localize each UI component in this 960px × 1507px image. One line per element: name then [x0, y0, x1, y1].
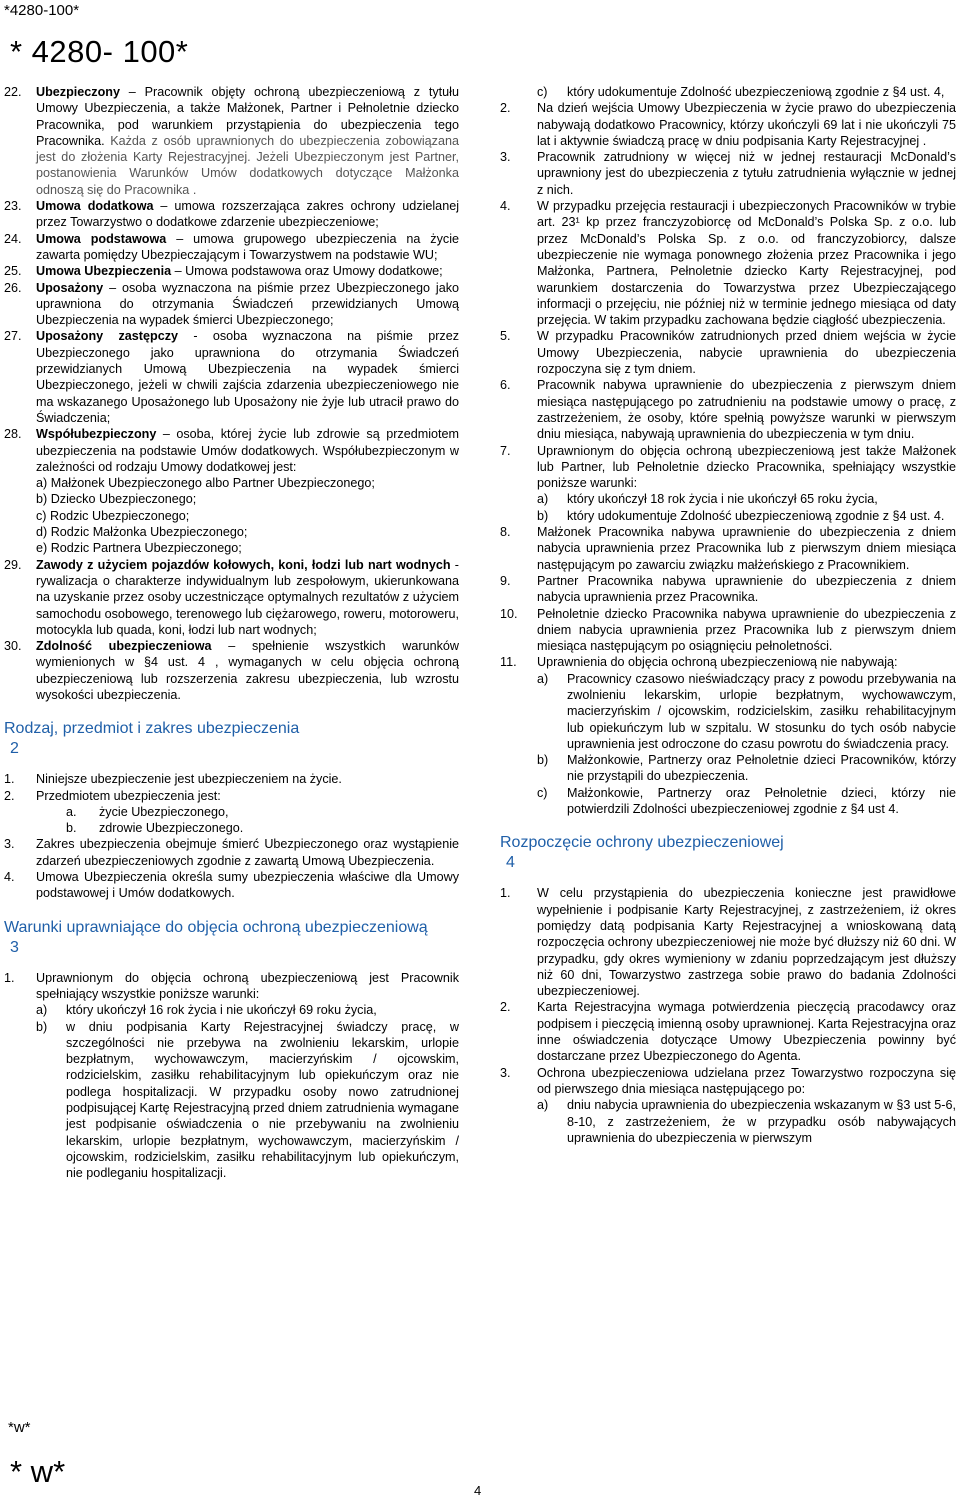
- term: Zdolność ubezpieczeniowa: [36, 639, 212, 654]
- co-insured-list-item: e) Rodzic Partnera Ubezpieczonego;: [36, 541, 242, 556]
- definition-29: [4, 557, 459, 638]
- point-text: Ochrona ubezpieczeniowa udzielana przez Towarzystwo rozpoczyna się od pierwszego dnia miesiąca następującego po:: [537, 1065, 956, 1096]
- header-code-small: *4280-100*: [4, 2, 80, 19]
- point-text: Uprawnionym do objęcia ochroną ubezpieczeniową jest Pracownik spełniający wszystkie poniższe warunki:: [36, 970, 459, 1001]
- sub-point: [537, 508, 956, 524]
- sub-text: który udokumentuje Zdolność ubezpieczeniową zgodnie z §4 ust. 4,: [567, 85, 945, 99]
- point-number: 1.: [4, 970, 15, 985]
- point-number: 4.: [500, 199, 511, 214]
- point-text: W przypadku Pracowników zatrudnionych przed dniem wejścia w życie Umowy Ubezpieczenia, nabycie uprawnienia do ubezpieczenia rozpoczyna się z tym dniem.: [537, 329, 956, 377]
- point-text: Pracownik nabywa uprawnienie do ubezpieczenia z pierwszym dniem miesiąca następującego po zatrudnieniu na podstawie umowy o pracę, z zastrzeżeniem, że osoby, które spełnią powyższe warunki w pierwszym dniu miesiąca, nabywają uprawnienia do ubezpieczenia w tym dniu.: [537, 378, 956, 442]
- term: Uposażony: [36, 280, 104, 295]
- sub-point: [537, 785, 956, 818]
- sub-text: życie Ubezpieczonego,: [99, 804, 229, 819]
- point-number: 3.: [500, 1065, 511, 1080]
- section3-point-11: [500, 654, 956, 817]
- sub-point: [537, 1097, 956, 1146]
- item-number: 23.: [4, 199, 22, 214]
- item-number: 30.: [4, 639, 22, 654]
- definition-text: – osoba, której życie lub zdrowie są przedmiotem ubezpieczenia na podstawie Umów dodatkowych. Współubezpieczonym w zależności od rodzaju Umowy dodatkowej jest:: [36, 427, 459, 474]
- definition-23: [4, 198, 459, 231]
- sub-letter: a): [537, 1098, 549, 1113]
- term: Umowa dodatkowa: [36, 199, 154, 214]
- point-number: 2.: [4, 788, 15, 803]
- point-number: 3.: [4, 837, 15, 852]
- definition-text: - osoba wyznaczona na piśmie przez Ubezpieczonego jako uprawniona do otrzymania Świadczeń przewidzianych Umową Ubezpieczenia na wypadek śmierci Ubezpieczonego, jeżeli w chwili zajścia zdarzenia ubezpieczeniowego nie ma wskazanego Uposażonego lub Uposażony nie żyje lub utracił prawo do Świadczenia;: [36, 329, 459, 425]
- sub-letter: b): [537, 753, 549, 768]
- point-text: Przedmiotem ubezpieczenia jest:: [36, 788, 221, 803]
- section3-point-1: [4, 970, 459, 1182]
- point-number: 8.: [500, 525, 511, 540]
- term: Zawody z użyciem pojazdów kołowych, koni, łodzi lub nart wodnych: [36, 557, 451, 572]
- co-insured-list-item: b) Dziecko Ubezpieczonego;: [36, 492, 197, 507]
- definition-text: – Pracownik objęty ochroną ubezpieczeniową z tytułu Umowy Ubezpieczenia, a także Małżonek, Partner i Pełnoletnie dziecko Pracownika, pod warunkiem przystąpienia do ubezpieczenia tego Pracownika.: [36, 85, 459, 148]
- co-insured-list-item: a) Małżonek Ubezpieczonego albo Partner Ubezpieczonego;: [36, 476, 375, 491]
- sub-point: [66, 804, 459, 820]
- definition-text: – umowa grupowego ubezpieczenia na życie zawarta pomiędzy Ubezpieczającym i Towarzystwem na podstawie WU;: [36, 231, 460, 262]
- left-column: [4, 84, 459, 1182]
- point-number: 10.: [500, 606, 518, 621]
- section3-point-10: [500, 606, 956, 655]
- co-insured-list-item: c) Rodzic Ubezpieczonego;: [36, 508, 190, 523]
- item-number: 24.: [4, 231, 22, 246]
- point-number: 11.: [500, 655, 517, 670]
- section2-point-2: [4, 788, 459, 837]
- section3-point-3: [500, 149, 956, 198]
- point-text: W celu przystąpienia do ubezpieczenia konieczne jest prawidłowe wypełnienie i podpisanie Karty Rejestracyjnej, z zastrzeżeniem, iż okres pomiędzy datą podpisania Karty Rejestracyjnej a wnioskowaną datą rozpoczęcia ochrony ubezpieczeniowej nie może być dłuższy niż 60 dni. W przypadku, gdy okres wymieniony w zdaniu poprzedzającym jest dłuższy niż 60 dni, Towarzystwo zastrzega sobie prawo do badania Zdolności ubezpieczeniowej.: [537, 886, 956, 999]
- sub-text: Małżonkowie, Partnerzy oraz Pełnoletnie dzieci, którzy nie potwierdzili Zdolności ubezpieczeniowej zgodnie z §4 ust 4.: [567, 785, 956, 817]
- point-number: 4.: [4, 870, 15, 885]
- definition-note: Każda z osób uprawnionych do ubezpieczenia zobowiązana jest do złożenia Karty Rejestracyjnej. Jeżeli Ubezpieczonym jest Partner, postanowienia Warunków Umów dodatkowych dotyczące Małżonka odnoszą się do Pracownika .: [36, 133, 459, 197]
- point-text: Umowa Ubezpieczenia określa sumy ubezpieczenia właściwe dla Umowy podstawowej i Umów dodatkowych.: [36, 870, 459, 901]
- footer-code-small: *w*: [8, 1419, 31, 1436]
- term: Umowa podstawowa: [36, 231, 167, 246]
- point-text: Pracownik zatrudniony w więcej niż w jednej restauracji McDonald’s uprawniony jest do ubezpieczenia z tytułu zatrudnienia wyłącznie w jednej z nich.: [537, 150, 956, 197]
- page-number: 4: [474, 1483, 482, 1498]
- sub-point: [36, 1019, 459, 1182]
- section-heading: Rozpoczęcie ochrony ubezpieczeniowej: [500, 834, 784, 852]
- sub-text: zdrowie Ubezpieczonego.: [99, 821, 244, 836]
- point-number: 1.: [500, 886, 511, 901]
- section-paragraph-number: 4: [506, 854, 515, 872]
- sub-letter: c): [537, 85, 548, 99]
- term: Umowa Ubezpieczenia: [36, 264, 172, 279]
- point-number: 2.: [500, 1000, 511, 1015]
- item-number: 29.: [4, 557, 22, 572]
- point-number: 5.: [500, 329, 511, 344]
- item-number: 25.: [4, 264, 22, 279]
- sub-text: który ukończył 18 rok życia i nie ukończył 65 roku życia,: [567, 492, 878, 507]
- sub-text: dniu nabycia uprawnienia do ubezpieczenia wskazanym w §3 ust 5-6, 8-10, z zastrzeżeniem, że w przypadku osób nabywających uprawnienia do ubezpieczenia w pierwszym: [567, 1098, 956, 1145]
- sub-text: który udokumentuje Zdolność ubezpieczeniową zgodnie z §4 ust. 4.: [567, 508, 945, 523]
- definition-26: [4, 280, 459, 329]
- item-number: 22.: [4, 85, 22, 99]
- header-code-large: * 4280- 100*: [10, 34, 189, 69]
- point-text: Uprawnionym do objęcia ochroną ubezpieczeniową jest także Małżonek lub Partner, lub Pełnoletnie dziecko Pracownika, spełniający wszystkie poniższe warunki:: [537, 443, 956, 491]
- section3-point-8: [500, 524, 956, 573]
- point-text: Zakres ubezpieczenia obejmuje śmierć Ubezpieczonego oraz wystąpienie zdarzeń ubezpieczeniowych zgodnie z zawartą Umową Ubezpieczenia.: [36, 837, 459, 868]
- sub-letter: a): [36, 1003, 48, 1018]
- point-number: 3.: [500, 150, 511, 165]
- sub-letter: a): [537, 492, 549, 507]
- point-number: 9.: [500, 573, 511, 588]
- section2-point-3: [4, 836, 459, 869]
- item-number: 28.: [4, 427, 22, 442]
- sub-point: [36, 1002, 459, 1018]
- right-column: [500, 84, 956, 1146]
- sub-text: w dniu podpisania Karty Rejestracyjnej świadczy pracę, w szczególności nie przebywa na zwolnieniu lekarskim, urlopie bezpłatnym, wychowawczym, macierzyńskim / ojcowskim, rodzicielskim, zasiłku rehabilitacyjnym lub opiekuńczym oraz nie podlega hospitalizacji. W przypadku osoby nowo zatrudnionej podpisującej Kartę Rejestracyjną przed dniem zatrudnienia wymagane jest podpisanie oświadczenia o nie przebywaniu na zwolnieniu lekarskim, urlopie bezpłatnym, wychowawczym, macierzyńskim / ojcowskim, rodzicielskim, zasiłku rehabilitacyjnym lub opiekuńczym, nie podleganiu hospitalizacji.: [66, 1019, 459, 1181]
- term: Uposażony zastępczy: [36, 329, 179, 344]
- definition-30: [4, 638, 459, 703]
- point-text: Małżonek Pracownika nabywa uprawnienie do ubezpieczenia z dniem nabycia uprawnienia przez Pracownika lub z pierwszym dniem miesiąca następującym po zawarciu związku małżeńskiego z Pracownikiem.: [537, 525, 956, 572]
- section3-point-9: [500, 573, 956, 606]
- section4-point-2: [500, 999, 956, 1064]
- point-number: 2.: [500, 101, 511, 116]
- definition-text: - rywalizacja o charakterze indywidualnym lub zespołowym, ukierunkowana na uzyskanie przez osoby uczestniczące optymalnych rezultatów z użyciem samochodu osobowego, terenowego lub ciężarowego, roweru, motoroweru, motocykla lub quada, koni, łodzi lub nart wodnych;: [36, 557, 459, 637]
- point-text: W przypadku przejęcia restauracji i ubezpieczonych Pracowników w trybie art. 23¹ kp przez franczyzobiorcę od McDonald’s Polska Sp. z o.o. lub przez McDonald’s Polska Sp. z o.o. od franczyzobiorcy, dalsze ubezpieczenie nie wymaga ponownego złożenia przez Pracownika i jego Małżonka, Partnera, Pełnoletnie dziecko Karty Rejestracyjnej, pod warunkiem dostarczenia do Towarzystwa przez Ubezpieczającego informacji o przejęciu, nie później niż w terminie jednego miesiąca od daty przejęcia. W takim przypadku zachowana będzie ciągłość ubezpieczenia.: [537, 199, 956, 328]
- definition-22: [4, 84, 459, 198]
- sub-point: [537, 752, 956, 785]
- section3-point-7: [500, 443, 956, 524]
- sub-letter: b.: [66, 821, 77, 836]
- definition-text: – umowa rozszerzająca zakres ochrony udzielanej przez Towarzystwo o dodatkowe zdarzenie ubezpieczeniowe;: [36, 199, 459, 230]
- point-text: Na dzień wejścia Umowy Ubezpieczenia w życie prawo do ubezpieczenia nabywają dodatkowo Pracownicy, którzy ukończyli 69 lat i nie ukończyli 75 lat i aktywnie świadczą pracę w dniu podpisania Karty Rejestracyjnej .: [537, 101, 956, 148]
- sub-text: który ukończył 16 rok życia i nie ukończył 69 roku życia,: [66, 1003, 377, 1018]
- sub-letter: a.: [66, 804, 77, 819]
- sub-point: [537, 671, 956, 752]
- section2-point-1: [4, 771, 459, 787]
- point-text: Karta Rejestracyjna wymaga potwierdzenia pieczęcią pracodawcy oraz podpisem i pieczęcią imienną osoby uprawnionej. Karta Rejestracyjna oraz inne oświadczenia dotyczące Umowy Ubezpieczenia powinny być dostarczane przez Ubezpieczonego do Agenta.: [537, 1000, 956, 1064]
- section3-point-4: [500, 198, 956, 328]
- point-number: 6.: [500, 378, 511, 393]
- co-insured-list-item: d) Rodzic Małżonka Ubezpieczonego;: [36, 525, 248, 540]
- term: Ubezpieczony: [36, 85, 120, 99]
- section-paragraph-number: 2: [10, 740, 19, 758]
- item-number: 26.: [4, 280, 22, 295]
- definition-27: [4, 328, 459, 426]
- point-text: Niniejsze ubezpieczenie jest ubezpieczeniem na życie.: [36, 772, 342, 787]
- term: Współubezpieczony: [36, 427, 157, 442]
- point-text: Uprawnienia do objęcia ochroną ubezpieczeniową nie nabywają:: [537, 655, 898, 670]
- section3-point-5: [500, 328, 956, 377]
- section-paragraph-number: 3: [10, 938, 19, 956]
- point-text: Pełnoletnie dziecko Pracownika nabywa uprawnienie do ubezpieczenia z dniem nabycia uprawnienia przez Pracownika lub z pierwszym dniem miesiąca następującym po osiągnięciu pełnoletności.: [537, 606, 956, 654]
- section3-point-2: [500, 100, 956, 149]
- definition-text: – osoba wyznaczona na piśmie przez Ubezpieczonego jako uprawniona do otrzymania Świadczeń przewidzianych Umową Ubezpieczenia na wypadek śmierci Ubezpieczonego;: [36, 280, 459, 328]
- sub-text: Pracownicy czasowo nieświadczący pracy z powodu przebywania na zwolnieniu lekarskim, urlopie bezpłatnym, wychowawczym, macierzyńskim / ojcowskim, rodzicielskim, zasiłku rehabilitacyjnym lub opiekuńczym lub w szpitalu. W stosunku do tych osób nabycie uprawnienia jest odroczone do czasu powrotu do świadczenia pracy.: [567, 671, 956, 751]
- sub-letter: b): [36, 1019, 48, 1034]
- definition-25: [4, 263, 459, 279]
- sub-point: [66, 820, 459, 836]
- sub-letter: c): [537, 785, 548, 800]
- point-text: Partner Pracownika nabywa uprawnienie do ubezpieczenia z dniem nabycia uprawnienia przez Pracownika.: [537, 573, 956, 605]
- definition-text: – Umowa podstawowa oraz Umowy dodatkowe;: [171, 264, 443, 279]
- section4-point-3: [500, 1065, 956, 1146]
- sub-letter: a): [537, 671, 549, 686]
- footer-code-large: * w*: [10, 1454, 66, 1489]
- section4-point-1: [500, 885, 956, 999]
- point-number: 7.: [500, 443, 511, 458]
- section2-point-4: [4, 869, 459, 902]
- section3-point-6: [500, 377, 956, 442]
- sub-letter: b): [537, 508, 549, 523]
- section-heading: Rodzaj, przedmiot i zakres ubezpieczenia: [4, 720, 300, 738]
- sub-point: [537, 491, 956, 507]
- section-heading: Warunki uprawniające do objęcia ochroną ubezpieczeniową: [4, 918, 428, 936]
- definition-24: [4, 231, 459, 264]
- definition-28: [4, 426, 459, 556]
- item-number: 27.: [4, 329, 22, 344]
- sub-text: Małżonkowie, Partnerzy oraz Pełnoletnie dzieci Pracowników, którzy nie przystąpili do ubezpieczenia.: [567, 753, 956, 784]
- definition-text: – spełnienie wszystkich warunków wymienionych w §4 ust. 4 , wymaganych w celu objęcia ochroną ubezpieczeniową lub rozszerzenia zakresu ubezpieczenia, lub wzrostu wysokości ubezpieczenia.: [36, 639, 460, 702]
- point-number: 1.: [4, 772, 15, 787]
- continued-sub-point: [537, 84, 956, 100]
